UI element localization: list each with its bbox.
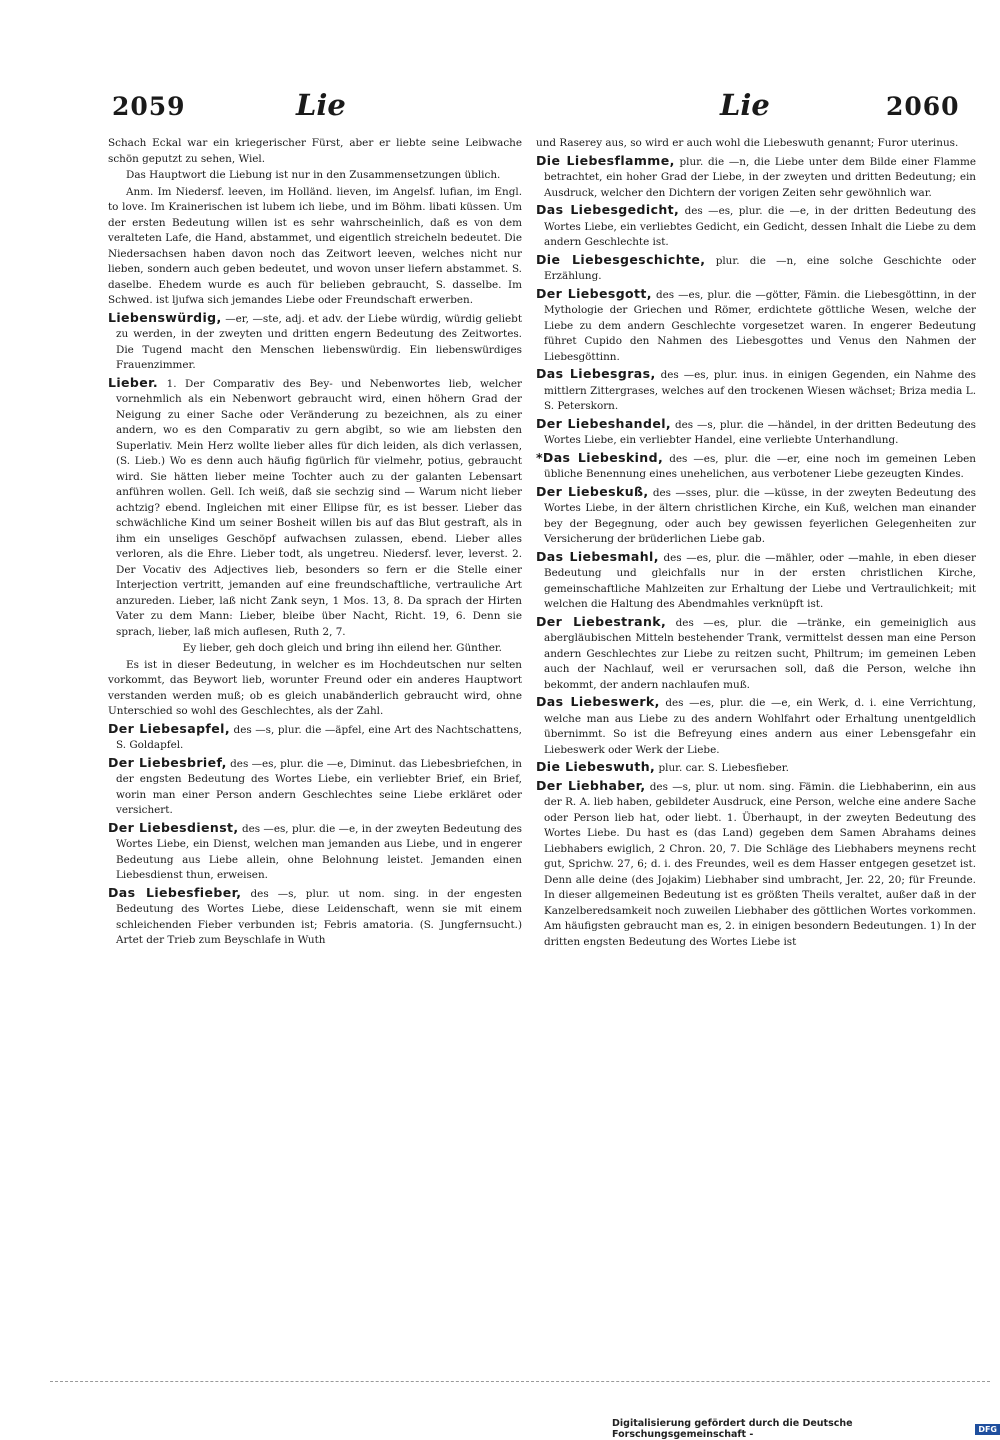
entry-headword: Die Liebeswuth, <box>536 759 656 774</box>
footer-text: Digitalisierung gefördert durch die Deutsche Forschungsgemeinschaft - <box>612 1418 853 1440</box>
dfg-logo: DFG <box>975 1424 1000 1435</box>
entry-headword: Der Liebeskuß, <box>536 483 649 499</box>
entry-headword: Liebenswürdig, <box>108 309 222 325</box>
entry-definition: —er, —ste, adj. et adv. der Liebe würdig, würdig geliebt zu werden, in der zweyten und dritten engern Bedeutung des Zeitwortes. Die Tugend macht den Menschen liebenswürdig. Ein liebenswürdiges Frauenzimmer. <box>116 312 523 371</box>
entry-definition: des —es, plur. die —götter, Fämin. die Liebesgöttinn, in der Mythologie der Griechen und Römer, erdichtete göttliche Wesen, welche der Liebe zu dem andern Geschlechte vorgesetzet waren. In engerer Bedeutung führet Cupido den Nahmen des Liebesgottes und Venus den Nahmen der Liebesgöttinn. <box>544 288 976 363</box>
entry-definition: des —es, plur. die —e, in der zweyten Bedeutung des Wortes Liebe, ein Dienst, welchen man jemanden aus Liebe, und in engerer Bedeutung aus Liebe allein, ohne Belohnung leistet. Jemanden einen Liebesdienst thun, erweisen. <box>116 822 522 881</box>
dictionary-entry <box>536 252 976 285</box>
entry-headword: Das Liebeswerk, <box>536 694 660 709</box>
paragraph: Es ist in dieser Bedeutung, in welcher es im Hochdeutschen nur selten vorkommt, das Beywort lieb, worunter Freund oder ein anderes Hauptwort verstanden werden muß; ob es gleich unabänderlich gebraucht wird, ohne Unterschied so wohl des Geschlechtes, als der Zahl. <box>108 658 522 717</box>
entry-definition: des —s, plur. die —händel, in der dritten Bedeutung des Wortes Liebe, ein verliebter Handel, eine verliebte Unterhandlung. <box>544 418 976 446</box>
entry-definition: 1. Der Comparativ des Bey- und Nebenwortes lieb, welcher vornehmlich als ein Nebenwort gebraucht wird, einen höhern Grad der Neigung zu einer Sache oder Veränderung zu bezeichnen, als zu einer andern, wo es den Comparativ zu gern abgibt, so wie am liebsten den Superlativ. Mein Herz wollte lieber alles für dich leiden, als dich verlassen, (S. Lieb.) Wo es denn auch häufig figürlich für vielmehr, potius, gebraucht wird. Sie hätten lieber meine Tochter auch zu der galanten Lebensart anführen wollen. Gell. Ich weiß, daß sie sechzig sind — Warum nicht lieber achtzig? ebend. Ingleichen mit einer Ellipse für, es ist besser. Lieber das schwächliche Kind um seiner Bosheit willen bis auf das Blut gestraft, als in ihm ein unseliges Geschöpf aufwachsen zulassen, ebend. Lieber alles verloren, als die Ehre. Lieber todt, als ungetreu. Niedersf. lever, leverst. 2. Der Vocativ des Adjectives lieb, besonders so fern er die Stelle einer Interjection vertritt, jemanden auf eine freundschaftliche, vertrauliche Art anzureden. Lieber, laß nicht Zank seyn, 1 Mos. 13, 8. Da sprach der Hirten Vater zu dem Mann: Lieber, bleibe über Nacht, Richt. 19, 6. Denn sie sprach, lieber, laß mich auflesen, Ruth 2, 7. <box>116 377 522 638</box>
dictionary-entry <box>108 721 522 754</box>
dictionary-entry <box>536 759 976 777</box>
entry-definition: des —s, plur. ut nom. sing. Fämin. die Liebhaberinn, ein aus der R. A. lieb haben, gebildeter Ausdruck, eine Person, welche eine andere Sache oder Person lieb hat, oder liebt. 1. Überhaupt, in der zweyten Bedeutung des Wortes Liebe. Du hast es (das Land) gegeben dem Samen Abrahams deines Liebhabers ewiglich, 2 Chron. 20, 7. Die Schläge des Liebhabers meynens recht gut, Sprichw. 27, 6; d. i. des Freundes, weil es dem Hasser entgegen gesetzet ist. Denn alle deine (des Jojakim) Liebhaber sind umbracht, Jer. 22, 20; für Freunde. In dieser allgemeinen Bedeutung ist es größten Theils veraltet, außer daß in der Kanzelberedsamkeit noch zuweilen Liebhaber des göttlichen Wortes vorkommen. Am häufigsten gebraucht man es, 2. in einigen besondern Bedeutungen. 1) In der dritten engsten Bedeutung des Wortes Liebe ist <box>544 780 976 948</box>
footer-rule <box>50 1381 990 1382</box>
entry-definition: des —es, plur. inus. in einigen Gegenden, ein Nahme des mittlern Zittergrases, welches auf den trockenen Wiesen wächset; Briza media L. S. Peterskorn. <box>544 369 976 412</box>
paragraph: Anm. Im Niedersf. leeven, im Holländ. lieven, im Angelsf. lufian, im Engl. to love. Im Krainerischen ist lubem ich liebe, und im Böhm. libati küssen. Um der ersten Bedeutung willen ist es sehr wahrscheinlich, daß es von dem veralteten Lafe, die Hand, abstammet, und eigentlich streicheln bedeutet. Die Niedersachsen haben davon noch das Zeitwort leeven, welches nicht nur lieben, sondern auch geben bedeutet, und wovon unser liefern abstammet. S. daselbe. Ehedem wurde es auch für belieben gebraucht, S. dasselbe. Im Schwed. ist ljufwa sich jemandes Liebe oder Freundschaft erwerben. <box>108 185 522 306</box>
entry-headword: Der Liebesgott, <box>536 285 652 301</box>
entry-headword: Der Liebesbrief, <box>108 754 227 770</box>
paragraph: Schach Eckal war ein kriegerischer Fürst, aber er liebte seine Leibwache schön geputzt zu sehen, Wiel. <box>108 137 522 165</box>
entry-definition: des —es, plur. die —e, in der dritten Bedeutung des Wortes Liebe, ein verliebtes Gedicht, ein Gedicht, dessen Inhalt die Liebe zu dem andern Geschlechte ist. <box>544 205 976 248</box>
left-running-head: Lie <box>296 88 346 122</box>
entry-headword: Lieber. <box>108 374 159 390</box>
dictionary-entry <box>536 416 976 449</box>
dictionary-entry <box>536 286 976 366</box>
entry-definition: des —es, plur. die —tränke, ein gemeiniglich aus abergläubischen Mitteln bestehender Trank, vermittelst dessen man eine Person andern Geschlechtes zur Liebe zu reitzen sucht, Philtrum; im gemeinen Leben auch der Nachlauf, weil er verursachen soll, daß die Person, welche ihn bekommt, der andern nachlaufen muß. <box>544 616 976 691</box>
dictionary-entry <box>536 366 976 415</box>
quotation: Ey lieber, geh doch gleich und bring ihn eilend her. Günther. <box>182 642 502 654</box>
entry-headword: Das Liebesgras, <box>536 366 656 381</box>
dictionary-entry <box>536 153 976 202</box>
dictionary-entry <box>108 310 522 374</box>
entry-headword: *Das Liebeskind, <box>536 449 664 465</box>
paragraph: Das Hauptwort die Liebung ist nur in den Zusammensetzungen üblich. <box>126 169 501 181</box>
dictionary-entry <box>536 614 976 694</box>
dictionary-entry <box>536 549 976 613</box>
entry-headword: Das Liebesmahl, <box>536 548 659 564</box>
entry-headword: Der Liebesapfel, <box>108 720 230 736</box>
entry-definition: plur. die —n, eine solche Geschichte oder Erzählung. <box>544 254 976 282</box>
entry-definition: des —s, plur. die —äpfel, eine Art des Nachtschattens, S. Goldapfel. <box>116 723 522 751</box>
entry-definition: plur. car. S. Liebesfieber. <box>658 762 789 774</box>
dictionary-entry <box>108 375 522 641</box>
entry-headword: Der Liebesdienst, <box>108 819 239 835</box>
entry-definition: des —s, plur. ut nom. sing. in der engesten Bedeutung des Wortes Liebe, diese Leidenschaft, wenn sie mit einem schleichenden Fieber verbunden ist; Febris amatoria. (S. Jungfernsucht.) Artet der Trieb zum Beyschlafe in Wuth <box>116 887 522 946</box>
entry-headword: Das Liebesfieber, <box>108 884 242 900</box>
entry-headword: Der Liebeshandel, <box>536 415 672 431</box>
entry-headword: Die Liebesflamme, <box>536 152 675 168</box>
left-column <box>108 136 522 950</box>
entry-definition: des —sses, plur. die —küsse, in der zweyten Bedeutung des Wortes Liebe, in der ältern christlichen Kirche, ein Kuß, welchen man einander bey der Begegnung, oder auch bey gewissen feyerlichen Gelegenheiten zur Versicherung der brüderlichen Liebe gab. <box>544 486 976 545</box>
entry-definition: des —es, plur. die —e, Diminut. das Liebesbriefchen, in der engsten Bedeutung des Wortes Liebe, ein verliebter Brief, ein Brief, worin man einer Person andern Geschlechtes seine Liebe erkläret oder versichert. <box>116 757 522 816</box>
dictionary-entry <box>108 885 522 949</box>
right-column <box>536 136 976 951</box>
entry-headword: Der Liebhaber, <box>536 777 646 793</box>
entry-definition: des —es, plur. die —er, eine noch im gemeinen Leben übliche Benennung eines unehelichen, aus verbotener Liebe gezeugten Kindes. <box>544 452 976 480</box>
entry-headword: Das Liebesgedicht, <box>536 202 680 217</box>
right-running-head: Lie <box>720 88 770 122</box>
footer <box>612 1418 1000 1440</box>
entry-headword: Der Liebestrank, <box>536 613 667 629</box>
entry-headword: Die Liebesgeschichte, <box>536 251 706 267</box>
right-page-number: 2060 <box>886 92 960 121</box>
entry-definition: des —es, plur. die —e, ein Werk, d. i. eine Verrichtung, welche man aus Liebe zu des andern Wohlfahrt oder Erhaltung unentgeldlich übernimmt. So ist die Befreyung eines andern aus einer Lebensgefahr ein Liebeswerk oder Werk der Liebe. <box>544 697 976 756</box>
entry-definition: plur. die —n, die Liebe unter dem Bilde einer Flamme betrachtet, ein hoher Grad der Liebe, in der zweyten und dritten Bedeutung; ein Ausdruck, welcher den Dichtern der vorigen Zeiten sehr gewöhnlich war. <box>544 155 976 199</box>
dictionary-entry <box>536 202 976 251</box>
dictionary-entry <box>536 694 976 758</box>
left-page-number: 2059 <box>112 92 186 121</box>
entry-definition: des —es, plur. die —mähler, oder —mahle, in eben dieser Bedeutung und gleichfalls nur in der ersten christlichen Kirche, gemeinschaftliche Mahlzeiten zur Erhaltung der Liebe und Vertraulichkeit; mit welchen die Haltung des Abendmahles verknüpft ist. <box>544 551 976 610</box>
dictionary-entry <box>536 450 976 483</box>
dictionary-entry <box>108 755 522 819</box>
dictionary-entry <box>108 820 522 884</box>
dictionary-entry <box>536 778 976 951</box>
dictionary-entry <box>536 484 976 548</box>
paragraph: und Raserey aus, so wird er auch wohl die Liebeswuth genannt; Furor uterinus. <box>536 137 959 149</box>
